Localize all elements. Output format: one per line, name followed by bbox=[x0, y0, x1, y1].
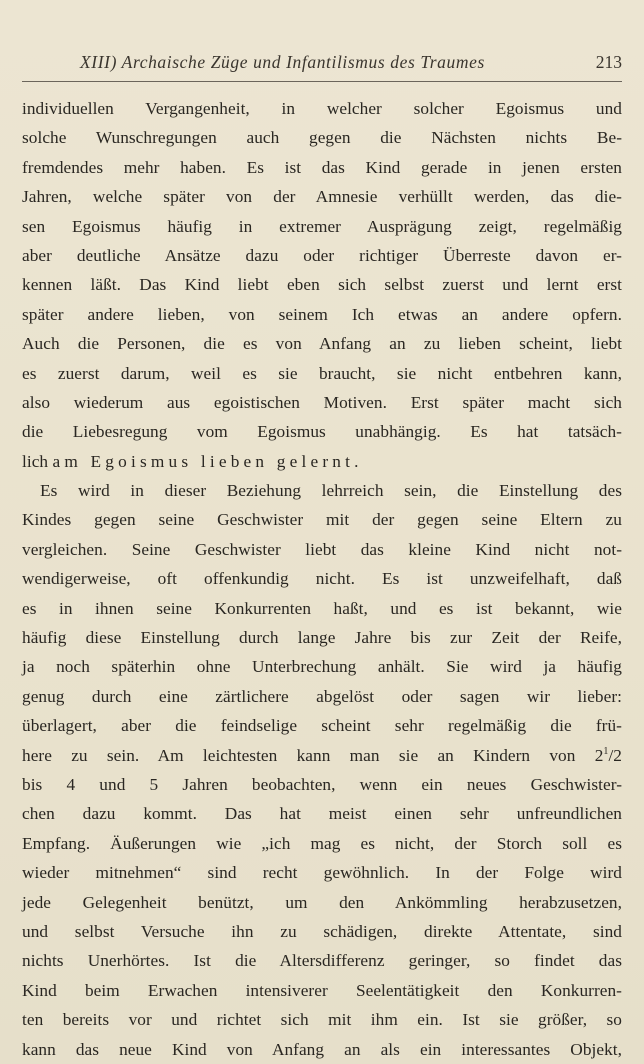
text-line-fraction bbox=[22, 741, 622, 770]
header-rule bbox=[22, 81, 622, 82]
text-line: ten bereits vor und richtet sich mit ihm ein. Ist sie größer, so bbox=[22, 1010, 622, 1030]
line-prefix: lich bbox=[22, 451, 49, 471]
text-line: jede Gelegenheit benützt, um den Ankömmling herabzusetzen, bbox=[22, 892, 622, 912]
text-line: fremdendes mehr haben. Es ist das Kind gerade in jenen ersten bbox=[22, 157, 622, 177]
text-line: solche Wunschregungen auch gegen die Nächsten nichts Be- bbox=[22, 128, 622, 148]
text-line: nichts Unerhörtes. Ist die Altersdifferenz geringer, so findet das bbox=[22, 951, 622, 971]
text-line: Empfang. Äußerungen wie „ich mag es nicht, der Storch soll es bbox=[22, 833, 622, 853]
text-line: häufig diese Einstellung durch lange Jahre bis zur Zeit der Reife, bbox=[22, 628, 622, 648]
fraction-line-text: here zu sein. Am leichtesten kann man sie an Kindern von 2 bbox=[22, 745, 604, 765]
text-line-last bbox=[22, 447, 622, 476]
text-line-indented: Es wird in dieser Beziehung lehrreich sein, die Einstellung des bbox=[40, 481, 622, 501]
text-line: Kindes gegen seine Geschwister mit der gegen seine Eltern zu bbox=[22, 510, 622, 530]
text-line: kann das neue Kind von Anfang an als ein interessantes Objekt, bbox=[22, 1039, 622, 1059]
text-line: überlagert, aber die feindselige scheint sehr regelmäßig die frü- bbox=[22, 716, 622, 736]
text-line: Auch die Personen, die es von Anfang an zu lieben scheint, liebt bbox=[22, 334, 622, 354]
text-line: wieder mitnehmen“ sind recht gewöhnlich. In der Folge wird bbox=[22, 863, 622, 883]
fraction-superscript: 1 bbox=[603, 745, 609, 757]
emphasized-spaced-text: am Egoismus lieben gelernt. bbox=[52, 451, 363, 471]
body-text bbox=[22, 94, 622, 1064]
text-line: also wiederum aus egoistischen Motiven. Erst später macht sich bbox=[22, 392, 622, 412]
text-line: ja noch späterhin ohne Unterbrechung anhält. Sie wird ja häufig bbox=[22, 657, 622, 677]
text-line: chen dazu kommt. Das hat meist einen sehr unfreundlichen bbox=[22, 804, 622, 824]
text-line: die Liebesregung vom Egoismus unabhängig. Es hat tatsäch- bbox=[22, 422, 622, 442]
text-line: Jahren, welche später von der Amnesie verhüllt werden, das die- bbox=[22, 187, 622, 207]
text-line: aber deutliche Ansätze dazu oder richtiger Überreste davon er- bbox=[22, 245, 622, 265]
text-line: individuellen Vergangenheit, in welcher solcher Egoismus und bbox=[22, 99, 622, 118]
text-line: kennen läßt. Das Kind liebt eben sich selbst zuerst und lernt erst bbox=[22, 275, 622, 295]
text-line: Kind beim Erwachen intensiverer Seelentätigkeit den Konkurren- bbox=[22, 980, 622, 1000]
running-head: XIII) Archaische Züge und Infantilismus des Traumes bbox=[80, 52, 485, 72]
fraction-denominator: /2 bbox=[608, 745, 622, 765]
text-line: bis 4 und 5 Jahren beobachten, wenn ein neues Geschwister- bbox=[22, 774, 622, 794]
text-line: sen Egoismus häufig in extremer Ausprägung zeigt, regelmäßig bbox=[22, 216, 622, 236]
page-number: 213 bbox=[595, 52, 622, 72]
text-line: wendigerweise, oft offenkundig nicht. Es ist unzweifelhaft, daß bbox=[22, 569, 622, 589]
text-line: und selbst Versuche ihn zu schädigen, direkte Attentate, sind bbox=[22, 921, 622, 941]
text-line: es zuerst darum, weil es sie braucht, sie nicht entbehren kann, bbox=[22, 363, 622, 383]
text-line: es in ihnen seine Konkurrenten haßt, und es ist bekannt, wie bbox=[22, 598, 622, 618]
text-line: genug durch eine zärtlichere abgelöst oder sagen wir lieber: bbox=[22, 686, 622, 706]
page-header bbox=[22, 52, 622, 82]
text-line: vergleichen. Seine Geschwister liebt das kleine Kind nicht not- bbox=[22, 539, 622, 559]
text-line: später andere lieben, von seinem Ich etwas an andere opfern. bbox=[22, 304, 622, 324]
